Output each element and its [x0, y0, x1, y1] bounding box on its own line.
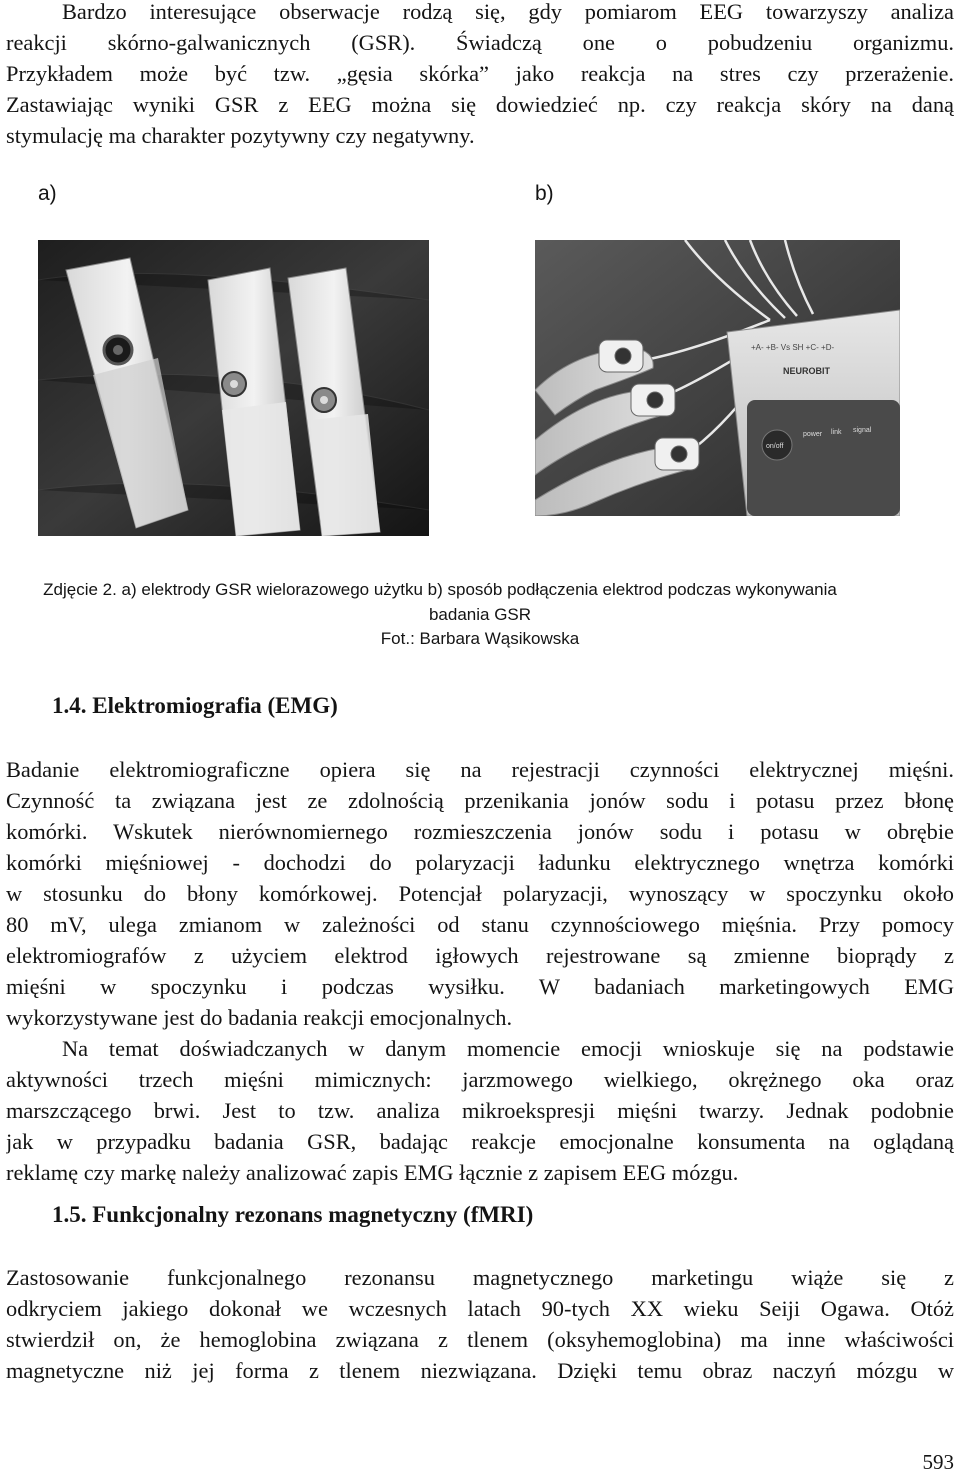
emg-line-6: 80 mV, ulega zmianom w zależności od stanu czynnościowego mięśnia. Przy pomocy: [6, 912, 954, 937]
section-heading-emg: 1.4. Elektromiografia (EMG): [52, 693, 338, 718]
intro-line-1: Bardzo interesujące obserwacje rodzą się, gdy pomiarom EEG towarzyszy analiza: [62, 0, 954, 24]
emg-line-1: Badanie elektromiograficzne opiera się na rejestracji czynności elektrycznej mięśni.: [6, 757, 954, 782]
section-heading-fmri: 1.5. Funkcjonalny rezonans magnetyczny (fMRI): [52, 1202, 534, 1227]
intro-line-4: Zastawiając wyniki GSR z EEG można się dowiedzieć np. czy reakcja skóry na daną: [6, 92, 954, 117]
emg-line-13: jak w przypadku badania GSR, badając reakcje emocjonalne konsumenta na oglądaną: [6, 1129, 954, 1154]
emg-line-8: mięśni w spoczynku i podczas wysiłku. W badaniach marketingowych EMG: [6, 974, 954, 999]
device-button-link: link: [831, 429, 842, 436]
emg-line-12: marszczącego brwi. Jest to tzw. analiza mikroekspresji mięśni twarzy. Jednak podobnie: [6, 1098, 954, 1123]
emg-line-2: Czynność ta związana jest ze zdolnością przenikania jonów sodu i potasu przez błonę: [6, 788, 954, 813]
emg-line-4: komórki mięśniowej - dochodzi do polaryzacji ładunku elektrycznego wnętrza komórki: [6, 850, 954, 875]
device-button-signal: signal: [853, 427, 872, 434]
photo-gsr-electrodes: [38, 240, 429, 536]
panel-label-a: a): [38, 182, 57, 205]
device-brand: NEUROBIT: [783, 366, 830, 376]
neurobit-device: [727, 310, 900, 516]
intro-line-3: Przykładem może być tzw. „gęsia skórka” jako reakcja na stres czy przerażenie.: [6, 61, 954, 86]
intro-line-5: stymulację ma charakter pozytywny czy negatywny.: [6, 123, 475, 148]
fmri-line-3: stwierdził on, że hemoglobina związana z tlenem (oksyhemoglobina) ma inne właściwości: [6, 1327, 954, 1352]
device-ports-label: +A- +B- Vs SH +C- +D-: [751, 343, 835, 352]
emg-line-14: reklamę czy markę należy analizować zapis EMG łącznie z zapisem EEG mózgu.: [6, 1160, 739, 1185]
figure-credit: Fot.: Barbara Wąsikowska: [380, 629, 580, 648]
fmri-line-2: odkryciem jakiego dokonał we wczesnych latach 90-tych XX wieku Seiji Ogawa. Otóż: [6, 1296, 954, 1321]
emg-line-3: komórki. Wskutek nierównomiernego rozmieszczenia jonów sodu i potasu w obrębie: [6, 819, 954, 844]
emg-line-5: w stosunku do błony komórkowej. Potencjał polaryzacji, wynoszący w spoczynku około: [6, 881, 954, 906]
page-number: 593: [922, 1450, 954, 1474]
device-button-onoff: on/off: [766, 443, 784, 450]
emg-line-10: Na temat doświadczanych w danym momencie emocji wnioskuje się na podstawie: [62, 1036, 954, 1061]
panel-label-b: b): [535, 182, 554, 205]
fmri-line-4: magnetyczne niż jej forma z tlenem niezwiązana. Dzięki temu obraz naczyń mózgu w: [6, 1358, 954, 1383]
photo-electrode-connection: [535, 240, 900, 516]
figure-caption-line-2: badania GSR: [428, 605, 532, 624]
emg-line-9: wykorzystywane jest do badania reakcji emocjonalnych.: [6, 1005, 513, 1030]
figure-caption-line-1: Zdjęcie 2. a) elektrody GSR wielorazowego użytku b) sposób podłączenia elektrod podczas wykonywania: [43, 580, 837, 599]
emg-line-7: elektromiografów z użyciem elektrod igłowych rejestrowane są zmienne bioprądy z: [6, 943, 954, 968]
intro-line-2: reakcji skórno-galwanicznych (GSR). Świadczą one o pobudzeniu organizmu.: [6, 30, 954, 55]
fmri-line-1: Zastosowanie funkcjonalnego rezonansu magnetycznego marketingu wiąże się z: [6, 1265, 954, 1290]
emg-line-11: aktywności trzech mięśni mimicznych: jarzmowego wielkiego, okrężnego oka oraz: [6, 1067, 954, 1092]
device-button-power: power: [803, 431, 823, 438]
